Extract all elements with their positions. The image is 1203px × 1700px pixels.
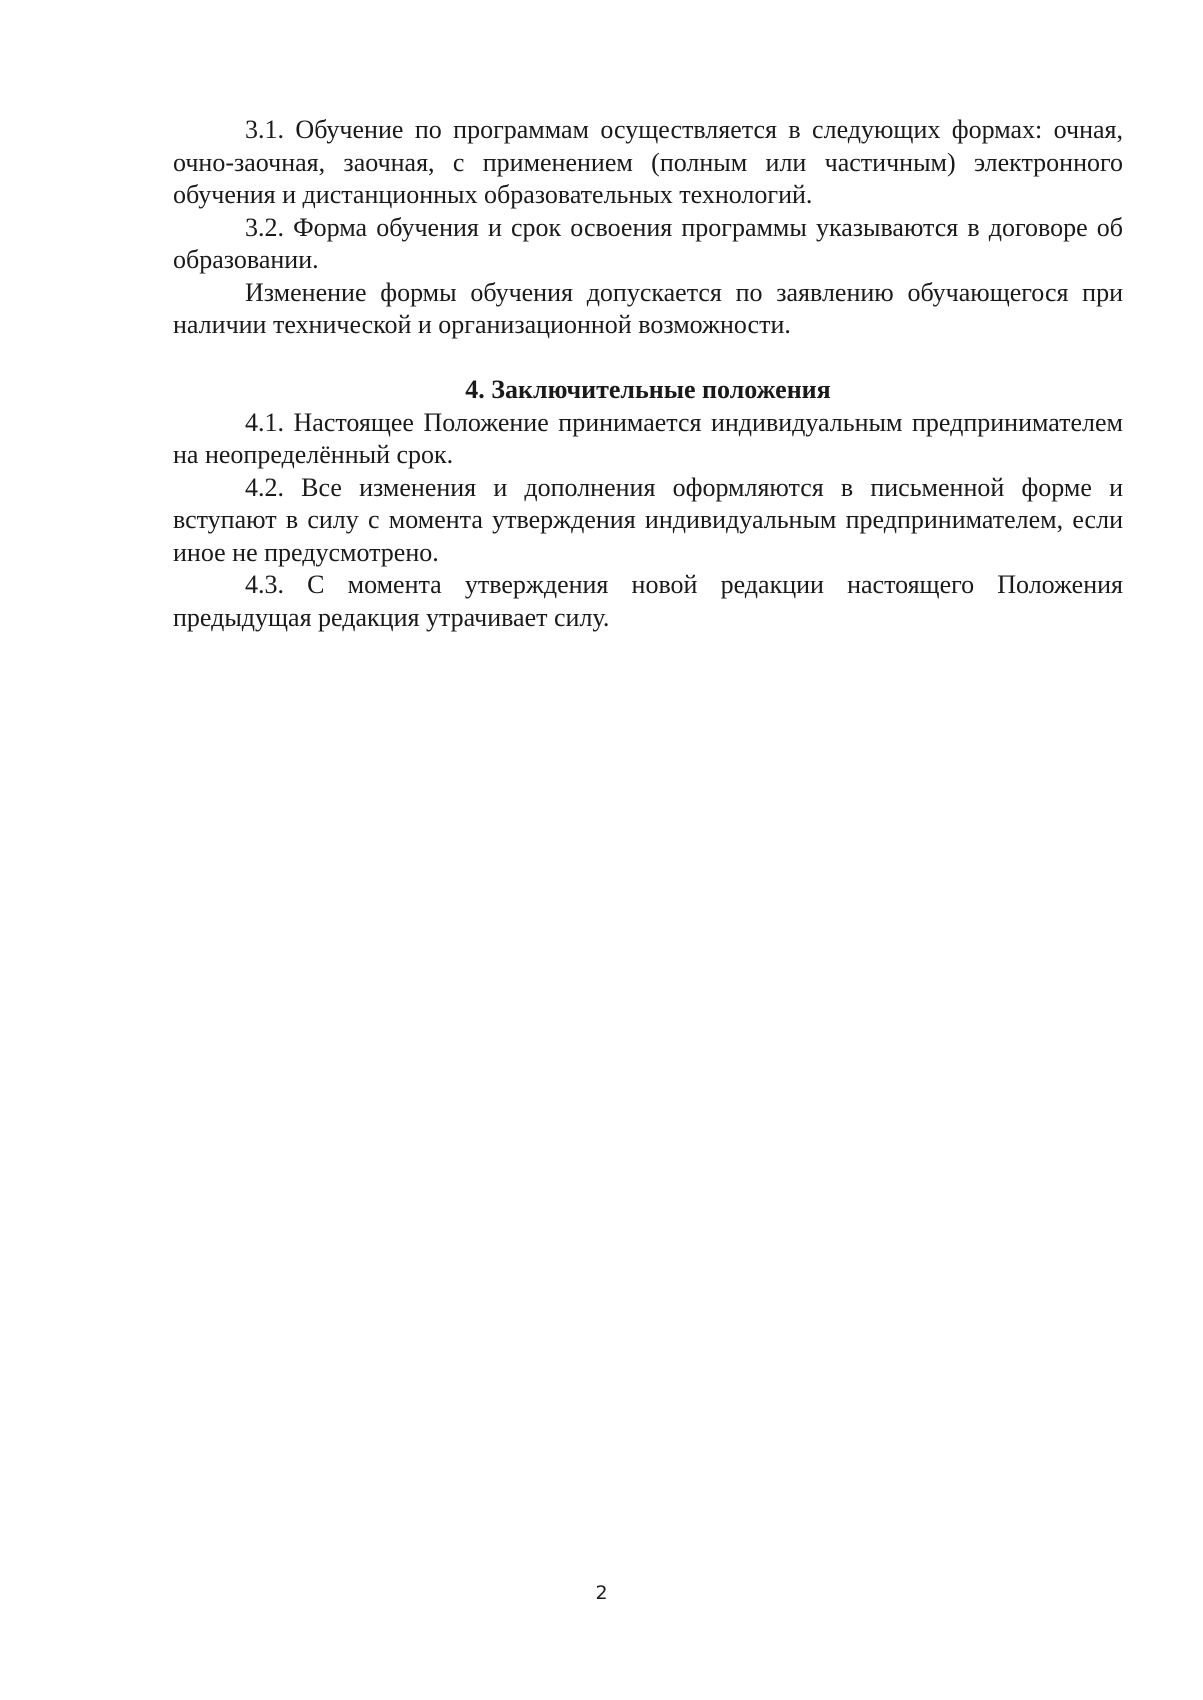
paragraph-3-1: 3.1. Обучение по программам осуществляется в следующих формах: очная, очно-заочная, заочная, с применением (полным или частичным) электронного обучения и дистанционных образовательных технологий. <box>173 115 1123 209</box>
paragraph-3-2: 3.2. Форма обучения и срок освоения программы указываются в договоре об образовании. <box>173 212 1123 274</box>
paragraph-4-3: 4.3. С момента утверждения новой редакции настоящего Положения предыдущая редакция утрачивает силу. <box>173 570 1123 632</box>
page-number: 2 <box>595 1582 608 1604</box>
paragraph-4-2: 4.2. Все изменения и дополнения оформляются в письменной форме и вступают в силу с момента утверждения индивидуальным предпринимателем, если иное не предусмотрено. <box>173 472 1123 567</box>
section-spacer <box>173 342 1123 375</box>
document-body <box>173 114 1123 634</box>
section-4-heading: 4. Заключительные положения <box>465 375 831 404</box>
paragraph-form-change: Изменение формы обучения допускается по заявлению обучающегося при наличии технической и организационной возможности. <box>173 277 1123 339</box>
paragraph-4-1: 4.1. Настоящее Положение принимается индивидуальным предпринимателем на неопределённый срок. <box>173 407 1123 469</box>
